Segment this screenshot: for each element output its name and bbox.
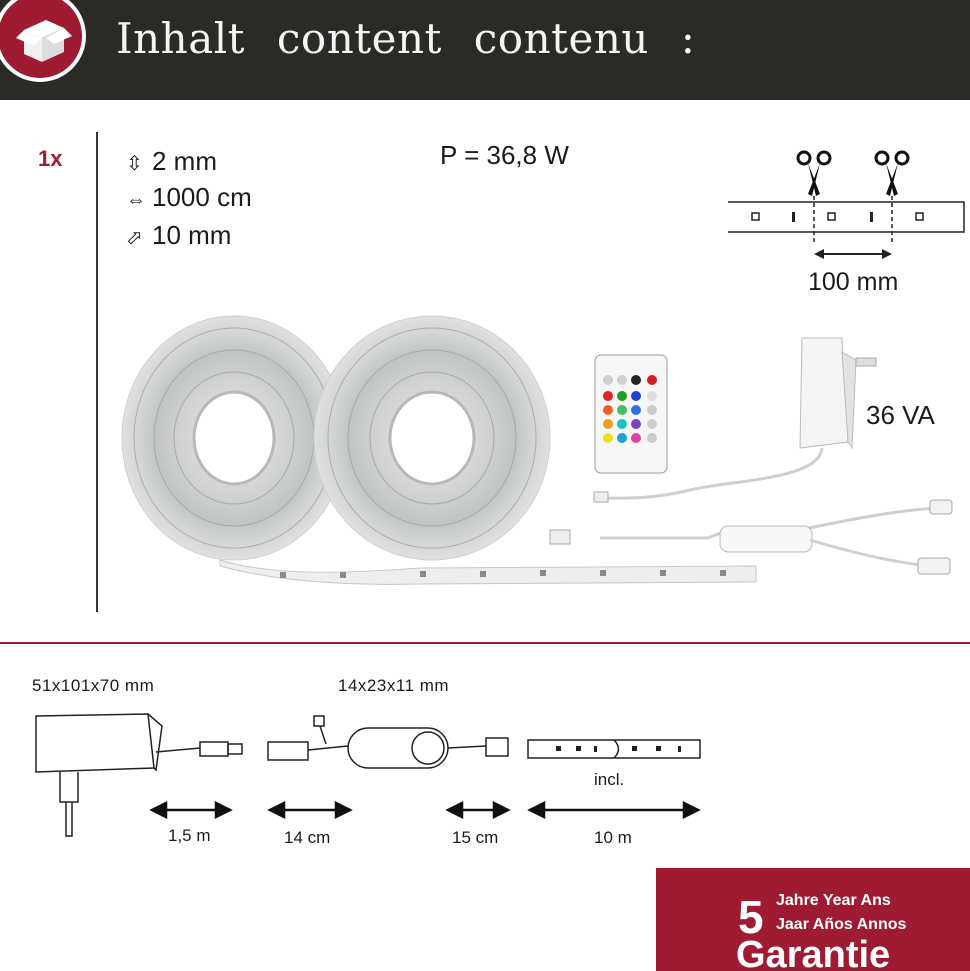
- vertical-arrows-icon: ⇳: [126, 153, 143, 175]
- header-bar: [0, 0, 970, 100]
- component-line-drawing: [30, 708, 730, 848]
- cut-diagram: [728, 146, 968, 286]
- box-icon: [0, 0, 86, 82]
- diagonal-arrow-icon: ⬀: [126, 227, 143, 249]
- power-adapter-image: [590, 330, 970, 580]
- strip-note: incl.: [594, 770, 625, 789]
- vertical-divider: [96, 132, 98, 612]
- adapter-cable-length: 1,5 m: [168, 826, 211, 845]
- scissors-icon: [798, 152, 830, 196]
- warranty-line2: Jaar Años Annos: [776, 916, 907, 933]
- controller-in-length: 14 cm: [284, 828, 331, 847]
- power-rating: P = 36,8 W: [440, 140, 569, 170]
- spec-thickness: ⇳ 2 mm: [126, 146, 217, 176]
- spec-width: ⬀ 10 mm: [126, 220, 232, 250]
- warranty-years: 5: [738, 891, 764, 943]
- controller-dimensions: 14x23x11 mm: [338, 676, 450, 695]
- section-divider: [0, 642, 970, 644]
- warranty-badge: [656, 868, 970, 971]
- warranty-line3: Garantie: [736, 934, 891, 971]
- horizontal-arrows-icon: ⇔: [126, 189, 146, 211]
- controller-out-length: 15 cm: [452, 828, 499, 847]
- spec-length: ⇔ 1000 cm: [126, 182, 252, 212]
- quantity-label: 1x: [38, 146, 63, 171]
- strip-length: 10 m: [594, 828, 632, 847]
- cut-interval-label: 100 mm: [808, 268, 899, 296]
- box-logo: [0, 0, 86, 82]
- scissors-icon: [876, 152, 908, 196]
- warranty-line1: Jahre Year Ans: [776, 892, 891, 909]
- header-title: Inhalt content contenu :: [116, 14, 696, 63]
- adapter-dimensions: 51x101x70 mm: [32, 676, 155, 695]
- cable-length-arrows: [150, 800, 710, 820]
- adapter-rating: 36 VA: [866, 400, 935, 430]
